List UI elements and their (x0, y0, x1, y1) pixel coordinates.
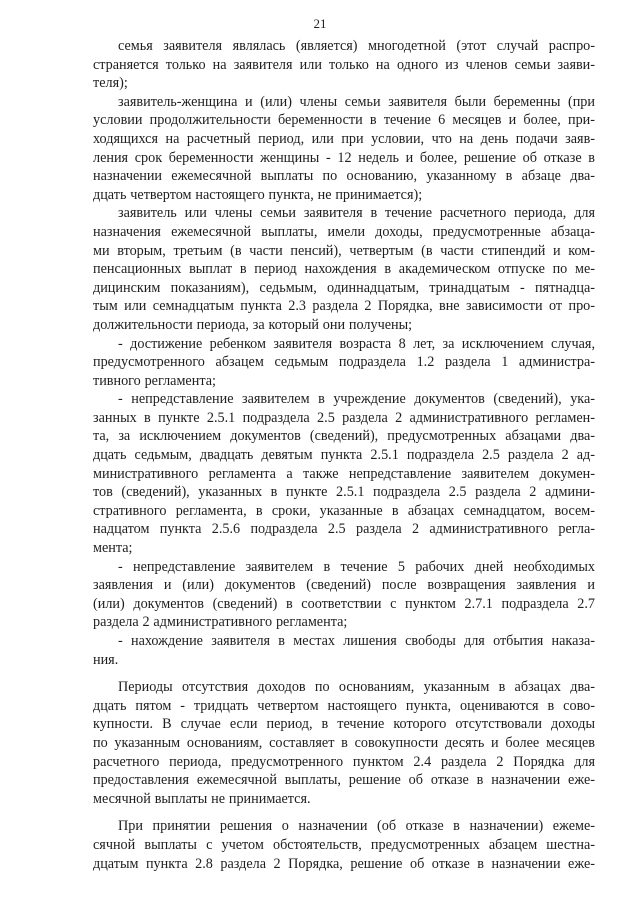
text-line: тов (сведений), указанных в пункте 2.5.1 подраздела 2.5 раздела 2 админи- (93, 484, 595, 501)
text-line: ния. (93, 651, 119, 668)
text-line: заявления и (или) документов (сведений) после возвращения заявления и (93, 577, 595, 594)
text-line: раздела 2 административного регламента; (93, 614, 348, 631)
paragraph-gap (93, 808, 595, 817)
text-line: министративного регламента а также непредставление заявителем докумен- (93, 465, 595, 482)
text-line: ления срок беременности женщины - 12 недель и более, решение об отказе в (93, 149, 595, 166)
paragraph (93, 390, 595, 557)
text-line: назначения ежемесячной выплаты, имели доходы, предусмотренные абзаца- (93, 223, 595, 240)
text-line: условии продолжительности беременности в течение 6 месяцев и более, при- (93, 112, 595, 129)
text-line: месячной выплаты не принимается. (93, 790, 311, 807)
text-line: - непредставление заявителем в учреждение документов (сведений), ука- (118, 391, 595, 408)
text-line: дцать пятом - тридцать четвертом настоящего пункта, оцениваются в сово- (93, 697, 595, 714)
text-line: расчетного периода, предусмотренного пунктом 2.4 раздела 2 Порядка для (93, 753, 595, 770)
text-line: теля); (93, 75, 128, 92)
paragraph (93, 558, 595, 632)
text-line: страняется только на заявителя или только на одного из членов семьи заяви- (93, 56, 595, 73)
text-line: должительности периода, за который они получены; (93, 316, 413, 333)
text-line: назначении ежемесячной выплаты по основанию, указанному в абзаце два- (93, 168, 595, 185)
text-line: тивного регламента; (93, 372, 216, 389)
text-line: предусмотренного абзацем седьмым подраздела 1.2 раздела 1 администра- (93, 354, 595, 371)
text-line: мента; (93, 540, 133, 557)
text-line: стративного регламента, в сроки, указанные в абзацах семнадцатом, восем- (93, 502, 595, 519)
paragraph (93, 204, 595, 334)
text-line: заявитель-женщина и (или) члены семьи заявителя были беременны (при (118, 93, 595, 110)
paragraph-gap (93, 669, 595, 678)
text-line: по указанным основаниям, составляет в совокупности десять и более месяцев (93, 734, 595, 751)
text-line: занных в пункте 2.5.1 подраздела 2.5 раздела 2 административного регламен- (93, 409, 595, 426)
text-line: - непредставление заявителем в течение 5 рабочих дней необходимых (118, 558, 595, 575)
text-line: сячной выплаты с учетом обстоятельств, предусмотренных абзацем шестна- (93, 836, 595, 853)
document-body (93, 37, 595, 873)
text-line: тым или семнадцатым пункта 2.3 раздела 2 Порядка, вне зависимости от про- (93, 298, 595, 315)
paragraph (93, 37, 595, 93)
text-line: семья заявителя являлась (является) многодетной (этот случай распро- (118, 38, 595, 54)
page-number: 21 (313, 16, 327, 31)
text-line: дцатым пункта 2.8 раздела 2 Порядка, решение об отказе в назначении еже- (93, 855, 595, 872)
text-line: предоставления ежемесячной выплаты, решение об отказе в назначении еже- (93, 772, 595, 789)
text-line: дицинским показаниям), седьмым, одиннадцатым, тринадцатым - пятнадца- (93, 279, 595, 296)
text-line: (или) документов (сведений) в соответствии с пунктом 2.7.1 подраздела 2.7 (93, 595, 595, 612)
text-line: дцать седьмым, двадцать девятым пункта 2.5.1 подраздела 2.5 раздела 2 ад- (93, 447, 595, 464)
text-line: ходящихся на расчетный период, или при условии, что на день подачи заяв- (93, 130, 595, 147)
text-line: - достижение ребенком заявителя возраста 8 лет, за исключением случая, (118, 335, 595, 352)
paragraph (93, 817, 595, 873)
text-line: При принятии решения о назначении (об отказе в назначении) ежеме- (118, 818, 595, 835)
text-line: та, за исключением документов (сведений), предусмотренных абзацами два- (93, 428, 595, 445)
text-line: пенсационных выплат в период нахождения в академическом отпуске по ме- (93, 261, 595, 278)
text-line: ми вторым, третьим (в части пенсий), четвертым (в части стипендий и ком- (93, 242, 595, 259)
paragraph (93, 93, 595, 205)
paragraph (93, 632, 595, 669)
text-line: - нахождение заявителя в местах лишения свободы для отбытия наказа- (118, 633, 595, 649)
paragraph (93, 335, 595, 391)
text-line: Периоды отсутствия доходов по основаниям, указанным в абзацах два- (118, 679, 595, 696)
text-line: надцатом пункта 2.5.6 подраздела 2.5 раздела 2 административного регла- (93, 521, 595, 538)
text-line: дцать четвертом настоящего пункта, не принимается); (93, 186, 423, 203)
text-line: заявитель или члены семьи заявителя в течение расчетного периода, для (118, 205, 595, 222)
paragraph (93, 678, 595, 808)
text-line: купности. В случае если период, в течение которого отсутствовали доходы (93, 716, 595, 733)
